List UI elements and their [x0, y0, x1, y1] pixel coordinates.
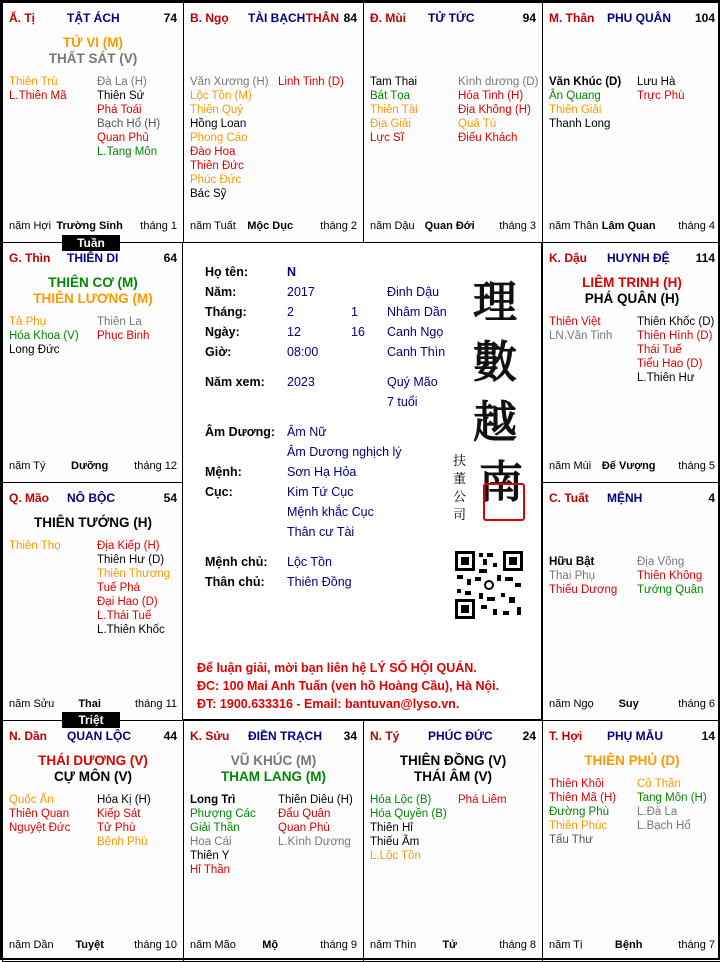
minor-star: Thiên Giải [549, 104, 602, 116]
minor-star: L.Thiên Mã [9, 90, 67, 102]
month-label: tháng 7 [678, 939, 715, 951]
major-star: TỬ VI (M) [63, 35, 123, 50]
minor-star: Thai Phụ [549, 570, 596, 582]
palace-name: TÀI BẠCH [248, 11, 306, 25]
minor-star: Phá Toái [97, 104, 142, 116]
month-value: 2 [287, 305, 294, 319]
palace-name: PHU QUÂN [607, 11, 672, 25]
year-value: 2017 [287, 285, 315, 299]
minor-star: Kiếp Sát [97, 808, 141, 820]
age-value: 74 [163, 11, 177, 25]
minor-star: L.Bạch Hổ [637, 820, 691, 832]
minor-star: Đào Hoa [190, 146, 236, 158]
minor-star: Giải Thần [190, 822, 240, 834]
palace-footer [9, 939, 177, 953]
major-star: THIÊN LƯƠNG (M) [33, 291, 153, 306]
minor-star: Địa Kiếp (H) [97, 540, 160, 552]
minor-star: Thiên Việt [549, 316, 601, 328]
cuc-note: Mệnh khắc Cục [287, 505, 374, 519]
age-value: 114 [695, 251, 715, 265]
cuc-value: Kim Tứ Cục [287, 485, 354, 499]
minor-stars-left [9, 793, 70, 835]
year-label: năm Tý [9, 460, 46, 472]
year-label: năm Ngọ [549, 698, 594, 710]
minor-star: L.Thái Tuế [97, 610, 152, 622]
minor-stars-left [9, 315, 79, 357]
month-can: Nhâm Dần [387, 305, 447, 319]
minor-star: Đường Phù [549, 806, 609, 818]
minor-star: Long Trì [190, 794, 236, 806]
minor-star: Bác Sỹ [190, 188, 227, 200]
than-chu-label: Thân chủ: [205, 575, 265, 589]
life-stage: Tuyệt [75, 939, 104, 951]
palace-name: ĐIỀN TRẠCH [248, 729, 322, 743]
qr-code-icon[interactable] [453, 549, 525, 621]
age-value: 24 [522, 729, 536, 743]
calligraphy-char-1: 理 [473, 277, 517, 328]
life-stage: Tử [442, 939, 458, 951]
major-star: THÁI DƯƠNG (V) [38, 753, 148, 768]
month-label: tháng 6 [678, 698, 715, 710]
minor-star: Hoa Cái [190, 836, 232, 848]
menh-chu-value: Lộc Tồn [287, 555, 332, 569]
life-stage: Quan Đới [424, 220, 475, 232]
view-year-value: 2023 [287, 375, 315, 389]
minor-star: Tam Thai [370, 76, 418, 88]
branch-label: M. Thân [549, 11, 595, 25]
branch-label: Q. Mão [9, 491, 50, 505]
minor-star: Thiên Hư (D) [97, 554, 165, 566]
year-label: năm Mão [190, 939, 236, 951]
age-value: 4 [708, 491, 715, 505]
hour-can: Canh Thìn [387, 345, 446, 359]
major-stars [543, 275, 720, 307]
minor-stars-left [9, 539, 61, 553]
minor-star: Thiên Diêu (H) [278, 794, 353, 806]
life-stage: Mộc Dục [247, 220, 294, 232]
minor-star: Phúc Đức [190, 174, 242, 186]
minor-stars-right [637, 75, 685, 103]
palace-name: TẬT ÁCH [67, 11, 120, 25]
age-value: 14 [701, 729, 715, 743]
year-label: năm Dần [9, 939, 54, 951]
palace-mao[interactable] [2, 482, 184, 721]
palace-mui[interactable] [363, 2, 543, 243]
palace-name: TỬ TỨC [428, 11, 475, 25]
major-stars [364, 753, 542, 785]
minor-star: Thiên Tài [370, 104, 418, 116]
age-value: 104 [694, 11, 715, 25]
minor-star: Phá Liêm [458, 794, 507, 806]
minor-star: Cô Thần [637, 778, 681, 790]
minor-star: Tử Phù [97, 822, 136, 834]
name-value: N [287, 265, 297, 279]
palace-name: NÔ BỘC [67, 491, 115, 505]
palace-dan[interactable] [2, 720, 184, 962]
minor-stars-right [97, 539, 170, 637]
small-char: 扶 [453, 454, 467, 469]
month-label: Tháng: [205, 305, 247, 319]
minor-star: Thiếu Âm [370, 836, 420, 848]
year-label: năm Tuất [190, 220, 236, 232]
minor-star: Quốc Ấn [9, 794, 54, 806]
age-value: 44 [163, 729, 177, 743]
minor-star: L.Thiên Hư [637, 372, 695, 384]
life-stage: Suy [618, 698, 639, 710]
view-year-label: Năm xem: [205, 375, 265, 389]
palace-header [9, 251, 177, 267]
palace-header [549, 251, 715, 267]
minor-stars-left [549, 75, 621, 131]
life-stage: Thai [78, 698, 101, 710]
branch-label: B. Ngọ [190, 11, 229, 25]
palace-name: PHỤ MẪU [607, 729, 663, 743]
major-star: THIÊN PHỦ (D) [584, 753, 680, 768]
day-can: Canh Ngọ [387, 325, 444, 339]
palace-header [190, 11, 357, 27]
minor-star: L.Tang Môn [97, 146, 158, 158]
major-stars [3, 275, 183, 307]
minor-stars-right [278, 793, 353, 849]
palace-header [549, 11, 715, 27]
major-star: PHÁ QUÂN (H) [584, 291, 680, 306]
minor-star: Tang Môn (H) [637, 792, 707, 804]
seal-stamp [483, 483, 525, 521]
age-value: 64 [163, 251, 177, 265]
palace-footer [9, 220, 177, 234]
than-chu-value: Thiên Đồng [287, 575, 352, 589]
menh-label: Mệnh: [205, 465, 242, 479]
major-star: THẤT SÁT (V) [48, 51, 138, 66]
life-stage: Mộ [262, 939, 279, 951]
calligraphy-char-4: 南 [479, 457, 523, 508]
minor-star: Tả Phụ [9, 316, 47, 328]
minor-star: Thiên La [97, 316, 142, 328]
minor-star: Phượng Các [190, 808, 256, 820]
menh-value: Sơn Hạ Hỏa [287, 465, 357, 479]
branch-label: K. Sửu [190, 729, 230, 743]
cuc-label: Cục: [205, 485, 233, 499]
palace-header [9, 11, 177, 27]
tuan-tag: Tuần [62, 235, 120, 251]
minor-star: Quan Phù [278, 822, 330, 834]
minor-star: Ân Quang [549, 90, 601, 102]
minor-star: Thiếu Dương [549, 584, 618, 596]
contact-line-1: Để luận giải, mời bạn liên hệ LÝ SỐ HỘI QUÁN. [197, 661, 477, 675]
minor-stars-right [637, 555, 703, 597]
branch-label: Ấ. Tị [9, 11, 35, 25]
month-label: tháng 12 [134, 460, 177, 472]
minor-star: Kình dương (D) [458, 76, 539, 88]
minor-star: L.Lộc Tồn [370, 850, 421, 862]
major-star: CỰ MÔN (V) [54, 769, 132, 784]
palace-suu[interactable] [183, 720, 364, 962]
age-value: 54 [163, 491, 177, 505]
minor-star: Tướng Quân [637, 584, 704, 596]
minor-star: Thiên Y [190, 850, 230, 862]
palace-footer [549, 220, 715, 234]
minor-stars-right [458, 75, 538, 145]
view-age: 7 tuổi [387, 395, 418, 409]
palace-header [549, 729, 715, 745]
view-year-can: Quý Mão [387, 375, 438, 389]
palace-footer [549, 698, 715, 712]
minor-star: Thiên Mã (H) [549, 792, 617, 804]
month-lunar: 1 [351, 305, 358, 319]
age-value: 34 [343, 729, 357, 743]
month-label: tháng 10 [134, 939, 177, 951]
major-star: THIÊN TƯỚNG (H) [34, 515, 152, 530]
palace-footer [190, 939, 357, 953]
minor-star: Đại Hao (D) [97, 596, 158, 608]
day-value: 12 [287, 325, 301, 339]
palace-name: QUAN LỘC [67, 729, 131, 743]
minor-star: Thiên Quan [9, 808, 70, 820]
minor-star: Thiên Đức [190, 160, 244, 172]
minor-star: Thái Tuế [637, 344, 682, 356]
year-can: Đinh Dậu [387, 285, 440, 299]
minor-star: Bệnh Phù [97, 836, 148, 848]
palace-footer [370, 939, 536, 953]
center-info-panel [182, 242, 542, 720]
minor-star: Hồng Loan [190, 118, 247, 130]
minor-star: Phục Binh [97, 330, 150, 342]
month-label: tháng 11 [134, 698, 177, 710]
minor-star: Hóa Khoa (V) [9, 330, 79, 342]
minor-star: Hóa Kị (H) [97, 794, 151, 806]
minor-star: Bạch Hổ (H) [97, 118, 161, 130]
major-stars [3, 515, 183, 531]
palace-ty[interactable] [2, 2, 184, 243]
name-label: Họ tên: [205, 265, 249, 279]
palace-tuat[interactable] [542, 482, 720, 721]
minor-star: Thiên Sứ [97, 90, 145, 102]
year-label: năm Thìn [370, 939, 417, 951]
minor-star: Địa Võng [637, 556, 685, 568]
branch-label: N. Dần [9, 729, 48, 743]
minor-stars-right [97, 315, 149, 343]
major-stars [3, 753, 183, 785]
minor-star: Thiên Thọ [9, 540, 61, 552]
palace-thin[interactable] [2, 242, 184, 483]
minor-stars-left [370, 75, 418, 145]
life-stage: Dưỡng [71, 460, 109, 472]
minor-stars-right [97, 75, 160, 159]
life-stage: Trường Sinh [56, 220, 123, 232]
minor-stars-left [190, 793, 256, 877]
branch-label: K. Dậu [549, 251, 588, 265]
minor-star: Thiên Phúc [549, 820, 608, 832]
than-marker: THÂN [305, 11, 339, 25]
minor-star: Thiên Quý [190, 104, 244, 116]
minor-star: Hóa Quyền (B) [370, 808, 447, 820]
year-label: năm Dậu [370, 220, 415, 232]
month-label: tháng 9 [320, 939, 357, 951]
year-label: năm Hợi [9, 220, 52, 232]
minor-star: Long Đức [9, 344, 60, 356]
minor-star: Bát Tọa [370, 90, 411, 102]
minor-star: Lực Sĩ [370, 132, 404, 144]
palace-name: THIÊN DI [67, 251, 119, 265]
palace-name: MỆNH [607, 491, 643, 505]
day-lunar: 16 [351, 325, 365, 339]
minor-star: Văn Khúc (D) [549, 76, 622, 88]
minor-stars-left [549, 315, 612, 343]
minor-stars-right [458, 793, 507, 807]
amduong-value: Âm Nữ [287, 425, 327, 439]
minor-stars-right [637, 777, 707, 833]
minor-star: LN.Văn Tinh [549, 330, 613, 342]
minor-star: Địa Không (H) [458, 104, 531, 116]
minor-star: Nguyệt Đức [9, 822, 71, 834]
minor-star: Hỉ Thần [190, 864, 231, 876]
minor-stars-right [637, 315, 714, 385]
age-value: 84 [343, 11, 357, 25]
palace-header [549, 491, 715, 507]
minor-star: Thiên Hình (D) [637, 330, 713, 342]
minor-star: Địa Giải [370, 118, 411, 130]
minor-star: Phong Cáo [190, 132, 248, 144]
year-label: năm Thân [549, 220, 599, 232]
palace-than[interactable] [542, 2, 720, 243]
palace-dau[interactable] [542, 242, 720, 483]
amduong-label: Âm Dương: [205, 425, 276, 439]
minor-star: Thiên Khốc (D) [637, 316, 715, 328]
amduong-note: Âm Dương nghịch lý [287, 445, 402, 459]
major-star: VŨ KHÚC (M) [230, 753, 317, 768]
small-vertical-text [453, 453, 469, 525]
major-star: THÁI ÂM (V) [414, 769, 492, 784]
age-value: 94 [522, 11, 536, 25]
year-label: năm Sửu [9, 698, 55, 710]
branch-label: G. Thìn [9, 251, 51, 265]
minor-star: Lộc Tồn (M) [190, 90, 252, 102]
palace-footer [190, 220, 357, 234]
palace-name: PHÚC ĐỨC [428, 729, 493, 743]
minor-star: Thanh Long [549, 118, 611, 130]
month-label: tháng 4 [678, 220, 715, 232]
minor-star: Lưu Hà [637, 76, 676, 88]
day-label: Ngày: [205, 325, 240, 339]
month-label: tháng 3 [499, 220, 536, 232]
contact-address: ĐC: 100 Mai Anh Tuấn (ven hồ Hoàng Cầu), Hà Nội. [197, 679, 500, 693]
calligraphy-char-2: 數 [473, 337, 517, 388]
year-label: năm Mùi [549, 460, 592, 472]
palace-name: HUYNH ĐỆ [607, 251, 670, 265]
minor-stars-right [278, 75, 344, 89]
menh-chu-label: Mệnh chủ: [205, 555, 268, 569]
minor-star: Hỏa Tinh (H) [458, 90, 524, 102]
calligraphy-char-3: 越 [473, 397, 517, 448]
month-label: tháng 5 [678, 460, 715, 472]
minor-stars-left [9, 75, 67, 103]
major-stars [3, 35, 183, 67]
branch-label: Đ. Mùi [370, 11, 406, 25]
palace-footer [370, 220, 536, 234]
palace-footer [549, 460, 715, 474]
minor-star: Đẩu Quân [278, 808, 331, 820]
palace-header [9, 491, 177, 507]
minor-star: Đà La (H) [97, 76, 147, 88]
palace-header [370, 11, 536, 27]
minor-stars-right [97, 793, 151, 849]
palace-header [9, 729, 177, 745]
than-cu-note: Thân cư Tài [287, 525, 355, 539]
life-stage: Đế Vượng [601, 460, 656, 472]
minor-star: Quan Phủ [97, 132, 149, 144]
small-char: 公 [453, 490, 467, 505]
minor-star: Thiên Hỉ [370, 822, 413, 834]
minor-star: Điếu Khách [458, 132, 518, 144]
minor-star: Tuế Phá [97, 582, 141, 594]
month-label: tháng 1 [140, 220, 177, 232]
major-stars [543, 753, 720, 769]
minor-stars-left [549, 555, 617, 597]
major-star: THAM LANG (M) [221, 769, 326, 784]
minor-star: Hữu Bật [549, 556, 595, 568]
minor-stars-left [549, 777, 616, 847]
minor-star: Tiểu Hao (D) [637, 358, 703, 370]
minor-stars-left [190, 75, 269, 201]
minor-star: Quả Tú [458, 118, 497, 130]
minor-star: L.Thiên Khốc [97, 624, 165, 636]
palace-footer [549, 939, 715, 953]
palace-ti[interactable] [363, 720, 543, 962]
branch-label: T. Hợi [549, 729, 583, 743]
minor-star: Văn Xương (H) [190, 76, 269, 88]
hour-value: 08:00 [287, 345, 319, 359]
small-char: 司 [453, 508, 467, 523]
year-label: Năm: [205, 285, 237, 299]
minor-star: Thiên Không [637, 570, 703, 582]
major-star: LIÊM TRINH (H) [582, 275, 682, 290]
life-stage: Bệnh [614, 939, 643, 951]
palace-hoi[interactable] [542, 720, 720, 962]
major-star: THIÊN ĐỒNG (V) [399, 753, 507, 768]
minor-stars-left [370, 793, 447, 863]
minor-star: Tấu Thư [549, 834, 593, 846]
minor-star: Thiên Thương [97, 568, 171, 580]
hour-label: Giờ: [205, 345, 232, 359]
major-stars [184, 753, 363, 785]
contact-phone-email: ĐT: 1900.633316 - Email: bantuvan@lyso.vn. [197, 697, 460, 711]
minor-star: Trực Phù [637, 90, 685, 102]
branch-label: N. Tý [370, 729, 400, 743]
palace-footer [9, 698, 177, 712]
triet-tag: Triệt [62, 712, 120, 728]
palace-footer [9, 460, 177, 474]
branch-label: C. Tuất [549, 491, 589, 505]
minor-star: Thiên Khôi [549, 778, 604, 790]
life-stage: Lâm Quan [601, 220, 656, 232]
minor-star: L.Kình Dương [278, 836, 351, 848]
major-star: THIÊN CƠ (M) [48, 275, 138, 290]
minor-star: Thiên Trù [9, 76, 58, 88]
minor-star: L.Đà La [637, 806, 678, 818]
month-label: tháng 2 [320, 220, 357, 232]
palace-ngo[interactable] [183, 2, 364, 243]
minor-star: Linh Tinh (D) [278, 76, 344, 88]
palace-header [370, 729, 536, 745]
palace-header [190, 729, 357, 745]
small-char: 董 [453, 472, 467, 487]
month-label: tháng 8 [499, 939, 536, 951]
year-label: năm Tị [549, 939, 583, 951]
minor-star: Hóa Lộc (B) [370, 794, 432, 806]
